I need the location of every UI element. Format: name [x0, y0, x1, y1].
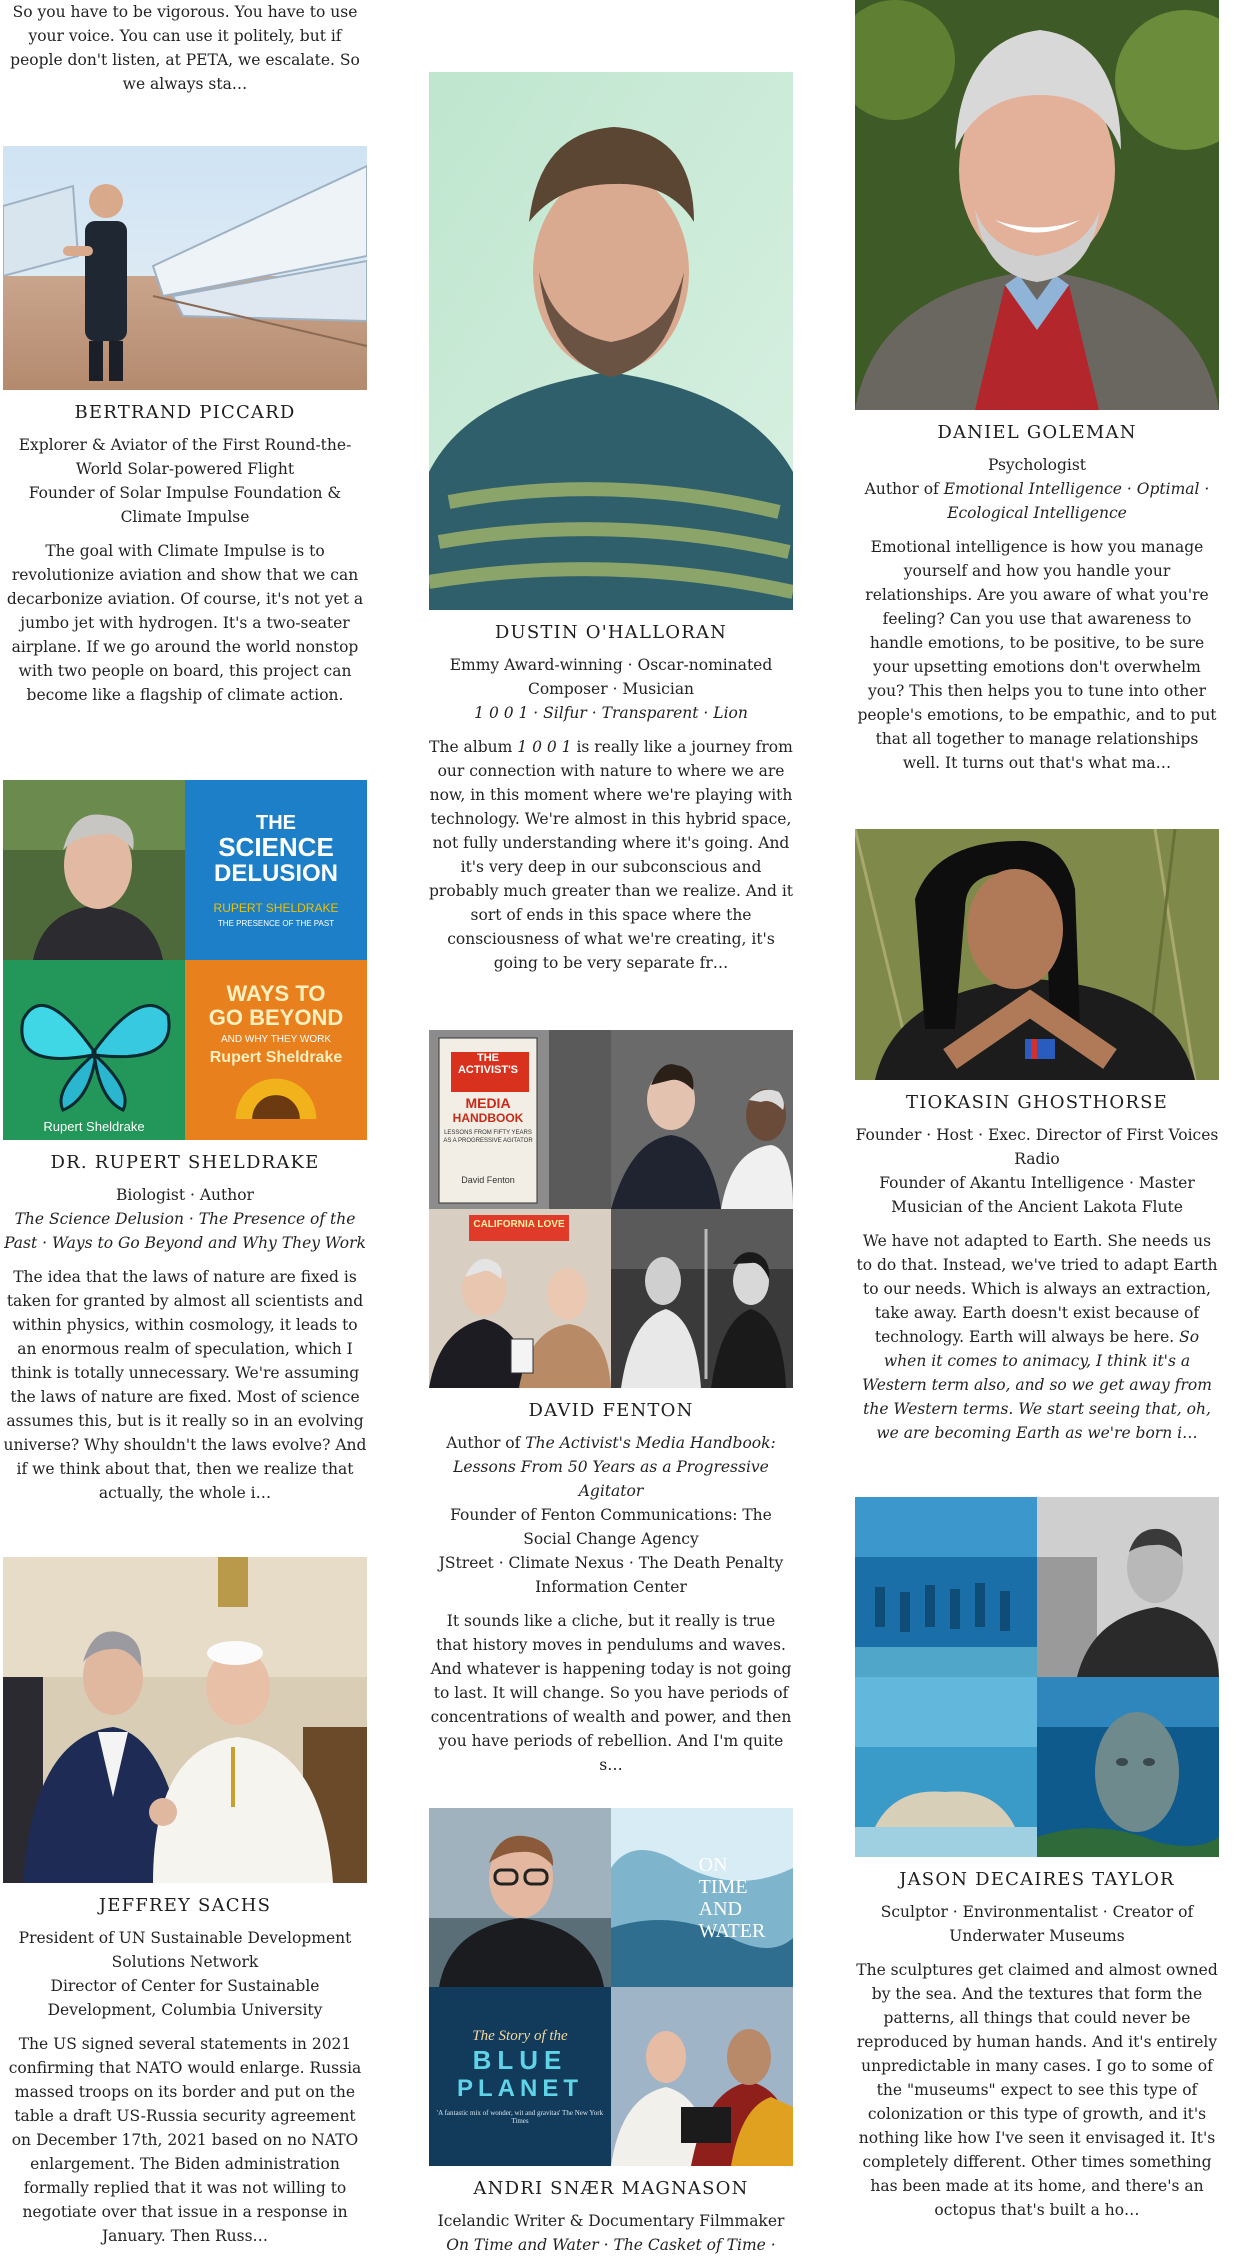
profile-role: Author of Emotional Intelligence · Optimal · Ecological Intelligence	[864, 480, 1210, 522]
top-fragment-card	[3, 0, 367, 96]
profile-name[interactable]: DUSTIN O'HALLORAN	[494, 622, 728, 643]
profile-role: Biologist · Author	[116, 1186, 254, 1204]
book-cover-science-delusion[interactable]: THE SCIENCE DELUSION RUPERT SHELDRAKE THE PRESENCE OF THE PAST	[185, 780, 367, 960]
profile-role: Director of Center for Sustainable Development, Columbia University	[47, 1977, 323, 2019]
photo-cell	[855, 1497, 1037, 1677]
profile-quote: The idea that the laws of nature are fixed is taken for granted by almost all scientists and within physics, within cosmology, it leads to an enormous realm of speculation, which I think is totally unnecessary. We're assuming the laws of nature are fixed. Most of science assumes this, but is it really so in an evolving universe? Why shouldn't the laws evolve? And if we think about that, then we realize that actually, the whole i…	[3, 1268, 367, 1502]
profile-card-andri-snaer-magnason	[429, 1808, 793, 2257]
profile-name[interactable]: TIOKASIN GHOSTHORSE	[906, 1092, 1168, 1113]
profile-role-italic: 1 0 0 1 · Silfur · Transparent · Lion	[474, 704, 748, 722]
profile-quote: The US signed several statements in 2021 confirming that NATO would enlarge. Russia massed troops on its border and put on the table a draft US-Russia security agreement on December 17th, 2021 based on no NATO enlargement. The Biden administration formally replied that it was not willing to negotiate over that issue in a response in January. Then Russ…	[8, 2035, 362, 2245]
profile-photo-jeffrey-sachs[interactable]	[3, 1557, 367, 1883]
profile-name[interactable]: JASON DECAIRES TAYLOR	[899, 1869, 1175, 1890]
profile-photo-bertrand-piccard[interactable]	[3, 146, 367, 390]
portrait-cell	[1037, 1497, 1219, 1677]
profile-photo-dustin-ohalloran[interactable]	[429, 72, 793, 610]
photo-cell	[611, 1030, 793, 1209]
profile-quote: We have not adapted to Earth. She needs us to do that. Instead, we've tried to adapt Earth to our needs. Which is always an extraction, take away. Earth doesn't exist because of technology. Earth will always be here. So when it comes to animacy, I think it's a Western term also, and so we get away from the Western terms. We start seeing that, oh, we are becoming Earth as we're born i…	[856, 1232, 1218, 1442]
profile-role: Icelandic Writer & Documentary Filmmaker	[437, 2212, 785, 2230]
book-cover-blue-planet[interactable]: The Story of the BLUE PLANET 'A fantastic mix of wonder, wit and gravitas' The New York Times	[429, 1987, 611, 2166]
profile-quote: It sounds like a cliche, but it really is true that history moves in pendulums and waves. And whatever is happening today is not going to last. It will change. So you have periods of concentrations of wealth and power, and then you have periods of rebellion. And I'm quite s…	[430, 1612, 792, 1774]
profile-name[interactable]: DR. RUPERT SHELDRAKE	[50, 1152, 320, 1173]
profile-role: Author of The Activist's Media Handbook: Lessons From 50 Years as a Progressive Agitator	[446, 1434, 776, 1500]
profile-photo-daniel-goleman[interactable]	[855, 0, 1219, 410]
profile-card-bertrand-piccard	[3, 146, 367, 707]
book-cover-presence-of-past[interactable]: Rupert Sheldrake	[3, 960, 185, 1140]
profile-role: Psychologist	[987, 456, 1087, 474]
photo-cell: CALIFORNIA LOVE	[429, 1209, 611, 1388]
profile-role-italic: On Time and Water · The Casket of Time ·	[446, 2236, 776, 2254]
profile-card-jeffrey-sachs	[3, 1557, 367, 2248]
profile-card-jason-decaires-taylor	[855, 1497, 1219, 2222]
profile-name[interactable]: ANDRI SNÆR MAGNASON	[473, 2178, 749, 2199]
top-fragment-quote: So you have to be vigorous. You have to use your voice. You can use it politely, but if people don't listen, at PETA, we escalate. So we always sta…	[10, 3, 360, 93]
profile-photo-rupert-sheldrake[interactable]	[3, 780, 367, 1140]
book-cover-ways-to-go-beyond[interactable]: WAYS TO GO BEYOND AND WHY THEY WORK Rupert Sheldrake	[185, 960, 367, 1140]
profile-role: Emmy Award-winning · Oscar-nominated Composer · Musician	[449, 656, 773, 698]
profile-name[interactable]: BERTRAND PICCARD	[74, 402, 296, 423]
profile-role: JStreet · Climate Nexus · The Death Penalty Information Center	[438, 1554, 784, 1596]
profile-card-daniel-goleman	[855, 0, 1219, 775]
profile-quote: Emotional intelligence is how you manage yourself and how you handle your relationships. Are you aware of what you're feeling? Can you use that awareness to handle emotions, to be positive, to be sure your upsetting emotions don't overwhelm you? This then helps you to tune into other people's emotions, to be empathic, and to put that all together to manage relationships well. It turns out that's what ma…	[857, 538, 1217, 772]
book-cover-on-time-and-water[interactable]: ON TIME AND WATER	[611, 1808, 793, 1987]
photo-cell	[611, 1987, 793, 2166]
profile-role: Sculptor · Environmentalist · Creator of Underwater Museums	[880, 1903, 1194, 1945]
portrait-cell	[3, 780, 185, 960]
profile-role: Explorer & Aviator of the First Round-the-World Solar-powered Flight	[18, 436, 352, 478]
profile-photo-tiokasin-ghosthorse[interactable]	[855, 829, 1219, 1080]
photo-cell	[855, 1677, 1037, 1857]
profile-name[interactable]: DAVID FENTON	[528, 1400, 694, 1421]
profile-role-italic: The Science Delusion · The Presence of the Past · Ways to Go Beyond and Why They Work	[4, 1210, 366, 1252]
profile-role: President of UN Sustainable Development Solutions Network	[18, 1929, 352, 1971]
profile-quote: The goal with Climate Impulse is to revolutionize aviation and show that we can decarbonize aviation. Of course, it's not yet a jumbo jet with hydrogen. It's a two-seater airplane. If we go around the world nonstop with two people on board, this project can become like a flagship of climate action.	[6, 542, 364, 704]
profile-photo-jason-decaires-taylor[interactable]	[855, 1497, 1219, 1857]
profile-role: Founder · Host · Exec. Director of First Voices Radio	[855, 1126, 1219, 1168]
profile-role: Founder of Fenton Communications: The Social Change Agency	[450, 1506, 772, 1548]
book-cover-activists-media-handbook[interactable]: THE ACTIVIST'S MEDIA HANDBOOK LESSONS FROM FIFTY YEARS AS A PROGRESSIVE AGITATOR David Fenton	[429, 1030, 611, 1209]
profile-photo-david-fenton[interactable]	[429, 1030, 793, 1388]
profile-quote: The sculptures get claimed and almost owned by the sea. And the textures that form the patterns, all things that could never be reproduced by human hands. And it's entirely unpredictable in many cases. I go to some of the "museums" expect to see this type of colonization or this type of growth, and it's nothing like how I've seen it envisaged it. It's completely different. Other times something has been made at its home, and there's an octopus that's built a ho…	[856, 1961, 1218, 2219]
profile-card-tiokasin-ghosthorse	[855, 829, 1219, 1445]
portrait-cell	[429, 1808, 611, 1987]
profile-card-david-fenton	[429, 1030, 793, 1777]
profile-card-rupert-sheldrake	[3, 780, 367, 1505]
photo-cell	[611, 1209, 793, 1388]
photo-cell	[1037, 1677, 1219, 1857]
profile-card-dustin-ohalloran	[429, 72, 793, 975]
profile-role: Founder of Solar Impulse Foundation & Climate Impulse	[28, 484, 342, 526]
profile-role: Founder of Akantu Intelligence · Master Musician of the Ancient Lakota Flute	[879, 1174, 1195, 1216]
profile-photo-andri-snaer-magnason[interactable]	[429, 1808, 793, 2166]
profile-quote: The album 1 0 0 1 is really like a journey from our connection with nature to where we are now, in this moment where we're playing with technology. We're almost in this hybrid space, not fully understanding where it's going. And it's very deep in our subconscious and probably much greater than we realize. And it sort of ends in this space where the consciousness of what we're creating, it's going to be very separate fr…	[429, 738, 794, 972]
profile-name[interactable]: JEFFREY SACHS	[98, 1895, 272, 1916]
profile-name[interactable]: DANIEL GOLEMAN	[937, 422, 1137, 443]
